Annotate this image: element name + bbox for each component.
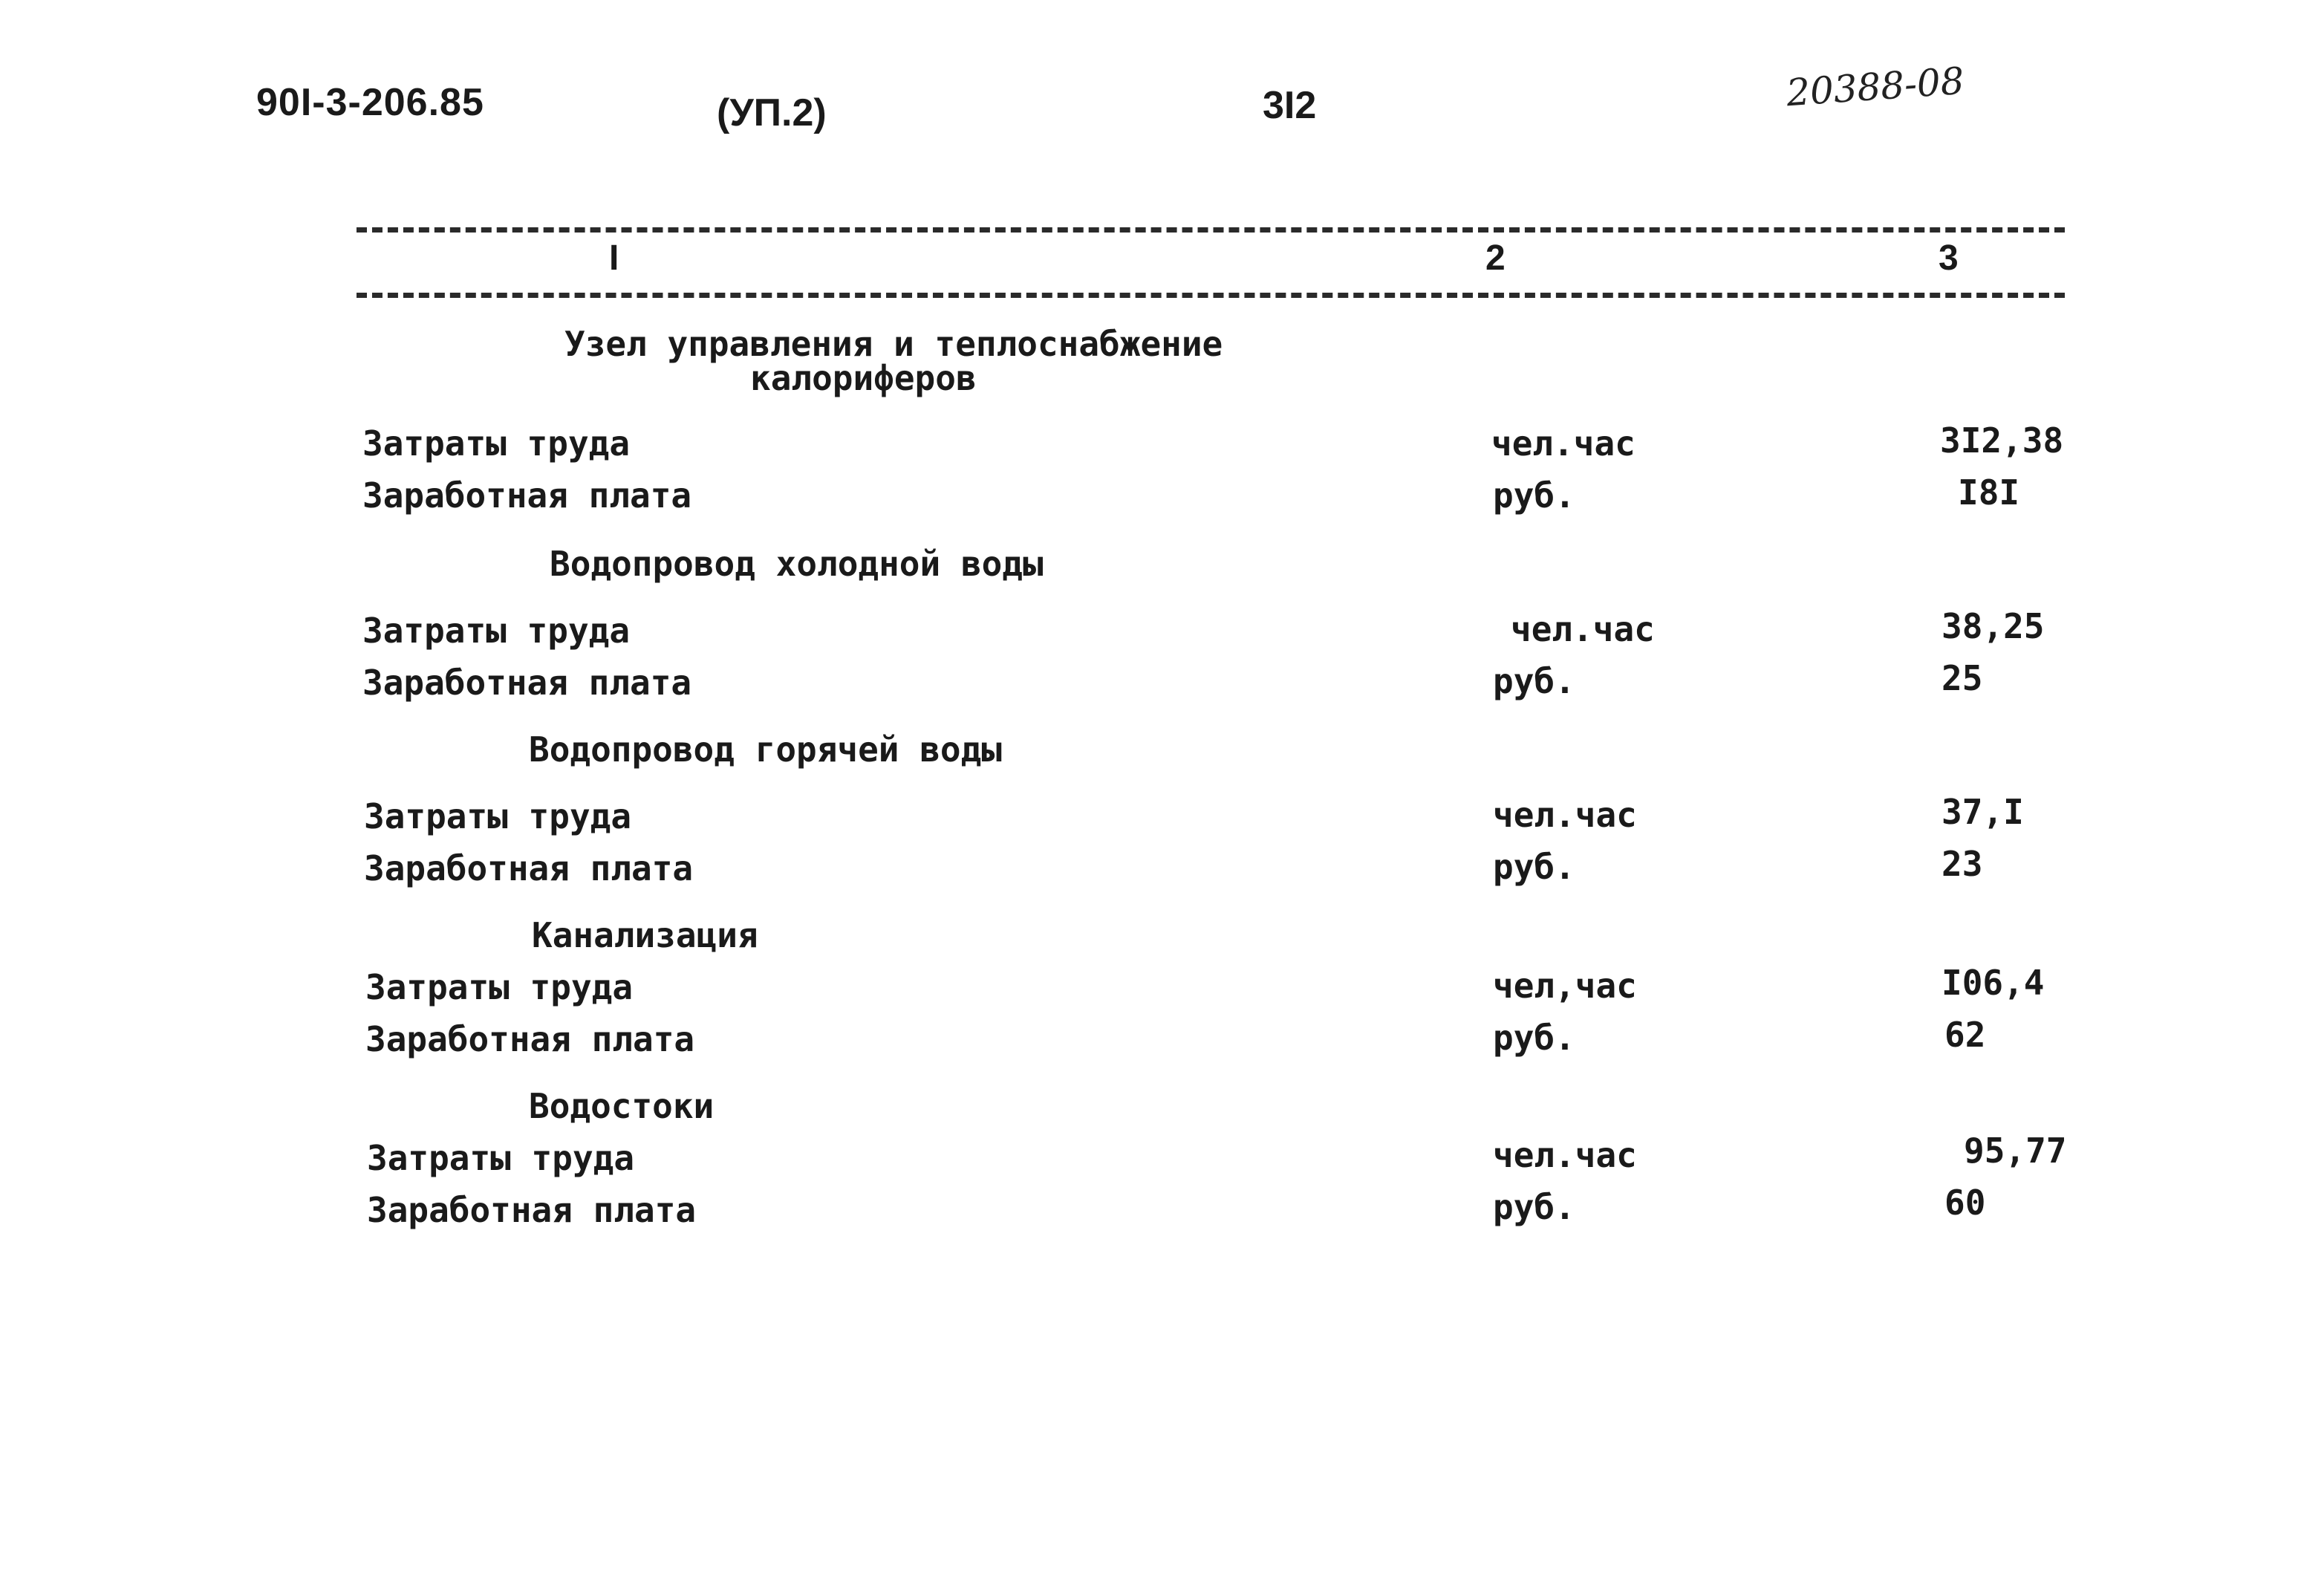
- row-unit: чел.час: [1491, 423, 1635, 464]
- row-value: 95,77: [1964, 1131, 2067, 1171]
- row-unit: руб.: [1493, 661, 1575, 701]
- section-title: Канализация: [532, 915, 758, 955]
- row-label: Затраты труда: [362, 611, 631, 651]
- row-unit: чел,час: [1493, 966, 1637, 1006]
- row-value: 60: [1944, 1183, 1986, 1223]
- section-title: Водопровод холодной воды: [550, 544, 1044, 584]
- row-unit: чел.час: [1493, 1135, 1637, 1175]
- table-header-bottom-rule: [357, 293, 2065, 298]
- row-label: Затраты труда: [365, 967, 634, 1007]
- row-label: Заработная плата: [365, 1019, 695, 1059]
- row-label: Заработная плата: [367, 1190, 697, 1230]
- row-unit: руб.: [1493, 1018, 1575, 1058]
- column-number-3: 3: [1939, 238, 1959, 278]
- section-title: Водопровод горячей воды: [529, 729, 1002, 770]
- row-value: 23: [1941, 844, 1983, 884]
- row-unit: руб.: [1493, 475, 1575, 516]
- row-unit: чел.час: [1511, 609, 1655, 649]
- table-header-top-rule: [357, 227, 2065, 233]
- row-label: Заработная плата: [362, 475, 692, 516]
- row-value: 62: [1944, 1015, 1986, 1055]
- section-title-continued: калориферов: [750, 358, 977, 398]
- row-unit: руб.: [1493, 847, 1575, 887]
- row-value: I8I: [1958, 472, 2020, 513]
- row-label: Заработная плата: [362, 663, 692, 703]
- section-title: Узел управления и теплоснабжение: [564, 324, 1223, 364]
- section-reference: (УП.2): [717, 91, 827, 134]
- row-label: Затраты труда: [364, 796, 632, 836]
- handwritten-number: 20388-08: [1785, 59, 1966, 115]
- row-label: Заработная плата: [364, 848, 694, 888]
- row-value: 3I2,38: [1940, 420, 2064, 461]
- row-value: 37,I: [1941, 792, 2024, 832]
- row-unit: руб.: [1493, 1187, 1575, 1227]
- document-code: 90I-3-206.85: [256, 81, 484, 124]
- column-number-2: 2: [1485, 238, 1506, 278]
- page-number: 3I2: [1263, 84, 1317, 127]
- row-value: 25: [1941, 658, 1983, 698]
- row-unit: чел.час: [1493, 795, 1637, 835]
- row-value: I06,4: [1941, 963, 2045, 1003]
- row-value: 38,25: [1941, 606, 2045, 646]
- column-number-1: I: [609, 238, 619, 278]
- row-label: Затраты труда: [367, 1138, 635, 1178]
- section-title: Водостоки: [529, 1086, 715, 1126]
- row-label: Затраты труда: [362, 423, 631, 464]
